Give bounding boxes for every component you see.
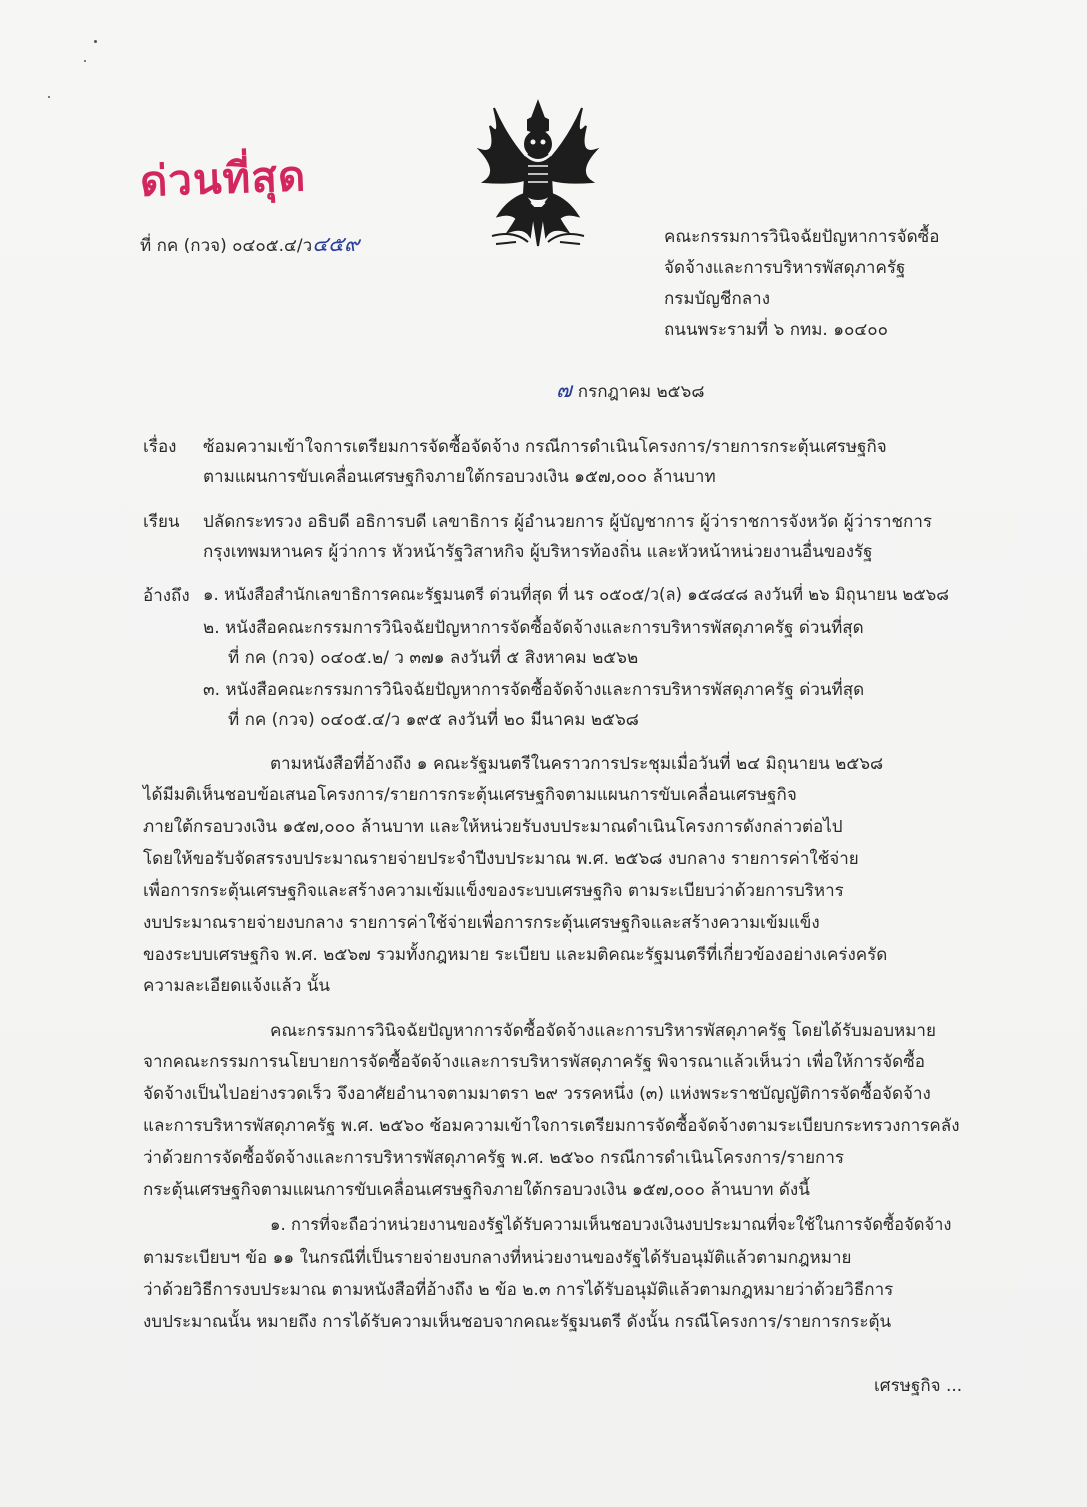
- document-number-prefix: ที่ กค (กวจ) ๐๔๐๕.๔/ว: [140, 236, 313, 256]
- paragraph3-line: ตามระเบียบฯ ข้อ ๑๑ ในกรณีที่เป็นรายจ่ายงบกลางที่หน่วยงานของรัฐได้รับอนุมัติแล้วตามกฎหมาย: [143, 1248, 852, 1268]
- reference-line: ที่ กค (กวจ) ๐๔๐๕.๔/ว ๑๙๕ ลงวันที่ ๒๐ มีนาคม ๒๕๖๘: [228, 710, 639, 730]
- paragraph1-line: งบประมาณรายจ่ายงบกลาง รายการค่าใช้จ่ายเพื่อการกระตุ้นเศรษฐกิจและสร้างความเข้มแข็ง: [143, 913, 820, 933]
- paragraph3-line: ๑. การที่จะถือว่าหน่วยงานของรัฐได้รับความเห็นชอบวงเงินงบประมาณที่จะใช้ในการจัดซื้อจัดจ้าง: [270, 1215, 952, 1234]
- scan-speck: [84, 60, 86, 62]
- paragraph2-line: คณะกรรมการวินิจฉัยปัญหาการจัดซื้อจัดจ้างและการบริหารพัสดุภาครัฐ โดยได้รับมอบหมาย: [270, 1021, 936, 1041]
- paragraph1-line: ภายใต้กรอบวงเงิน ๑๕๗,๐๐๐ ล้านบาท และให้หน่วยรับงบประมาณดำเนินโครงการดังกล่าวต่อไป: [143, 817, 843, 837]
- issuer-line: กรมบัญชีกลาง: [664, 289, 771, 309]
- document-number-handwritten: ๔๕๙: [312, 232, 360, 256]
- paragraph3-line: ว่าด้วยวิธีการงบประมาณ ตามหนังสือที่อ้างถึง ๒ ข้อ ๒.๓ การได้รับอนุมัติแล้วตามกฎหมายว่าด้วยวิธีการ: [143, 1280, 894, 1300]
- date-day-handwritten: ๗: [556, 378, 572, 402]
- paragraph1-line: ความละเอียดแจ้งแล้ว นั้น: [143, 976, 331, 996]
- continuation-marker: เศรษฐกิจ ...: [874, 1376, 963, 1396]
- urgency-stamp: ด่วนที่สุด: [139, 151, 307, 206]
- paragraph2-line: จัดจ้างเป็นไปอย่างรวดเร็ว จึงอาศัยอำนาจตามมาตรา ๒๙ วรรคหนึ่ง (๓) แห่งพระราชบัญญัติการจัดซื้อจัดจ้าง: [143, 1084, 931, 1104]
- paragraph1-line: เพื่อการกระตุ้นเศรษฐกิจและสร้างความเข้มแข็งของระบบเศรษฐกิจ ตามระเบียบว่าด้วยการบริหาร: [143, 881, 844, 901]
- document-number: [140, 228, 359, 261]
- issuer-address: [664, 222, 939, 346]
- references-label: อ้างถึง: [143, 586, 190, 606]
- document-date: [556, 374, 704, 407]
- issuer-line: คณะกรรมการวินิจฉัยปัญหาการจัดซื้อ: [664, 227, 940, 247]
- date-month-year: กรกฎาคม ๒๕๖๘: [577, 382, 705, 402]
- paragraph2-line: กระตุ้นเศรษฐกิจตามแผนการขับเคลื่อนเศรษฐกิจภายใต้กรอบวงเงิน ๑๕๗,๐๐๐ ล้านบาท ดังนี้: [143, 1180, 810, 1200]
- paragraph2-line: จากคณะกรรมการนโยบายการจัดซื้อจัดจ้างและการบริหารพัสดุภาครัฐ พิจารณาแล้วเห็นว่า เพื่อให้การจัดซื้อ: [143, 1052, 925, 1072]
- reference-line: ที่ กค (กวจ) ๐๔๐๕.๒/ ว ๓๗๑ ลงวันที่ ๕ สิงหาคม ๒๕๖๒: [228, 648, 639, 668]
- paragraph1-line: โดยให้ขอรับจัดสรรงบประมาณรายจ่ายประจำปีงบประมาณ พ.ศ. ๒๕๖๘ งบกลาง รายการค่าใช้จ่าย: [143, 849, 859, 869]
- subject-line: ตามแผนการขับเคลื่อนเศรษฐกิจภายใต้กรอบวงเงิน ๑๕๗,๐๐๐ ล้านบาท: [203, 467, 716, 487]
- scan-speck: [48, 96, 50, 98]
- paragraph2-line: และการบริหารพัสดุภาครัฐ พ.ศ. ๒๕๖๐ ซ้อมความเข้าใจการเตรียมการจัดซื้อจัดจ้างตามระเบียบกระทรวงการคลัง: [143, 1116, 960, 1136]
- paragraph1-line: ตามหนังสือที่อ้างถึง ๑ คณะรัฐมนตรีในคราวการประชุมเมื่อวันที่ ๒๔ มิถุนายน ๒๕๖๘: [270, 754, 884, 774]
- garuda-emblem-icon: [468, 96, 608, 256]
- issuer-line: จัดจ้างและการบริหารพัสดุภาครัฐ: [664, 258, 906, 278]
- paragraph1-line: ของระบบเศรษฐกิจ พ.ศ. ๒๕๖๗ รวมทั้งกฎหมาย ระเบียบ และมติคณะรัฐมนตรีที่เกี่ยวข้องอย่างเคร่งครัด: [143, 945, 888, 965]
- paragraph2-line: ว่าด้วยการจัดซื้อจัดจ้างและการบริหารพัสดุภาครัฐ พ.ศ. ๒๕๖๐ กรณีการดำเนินโครงการ/รายการ: [143, 1148, 845, 1168]
- scan-speck: [94, 40, 97, 43]
- reference-line: ๑. หนังสือสำนักเลขาธิการคณะรัฐมนตรี ด่วนที่สุด ที่ นร ๐๕๐๕/ว(ล) ๑๕๘๔๘ ลงวันที่ ๒๖ มิถุนายน ๒๕๖๘: [203, 585, 949, 604]
- recipient-line: ปลัดกระทรวง อธิบดี อธิการบดี เลขาธิการ ผู้อำนวยการ ผู้บัญชาการ ผู้ว่าราชการจังหวัด ผู้ว่าราชการ: [203, 512, 932, 532]
- reference-line: ๒. หนังสือคณะกรรมการวินิจฉัยปัญหาการจัดซื้อจัดจ้างและการบริหารพัสดุภาครัฐ ด่วนที่สุด: [203, 618, 864, 638]
- recipient-line: กรุงเทพมหานคร ผู้ว่าการ หัวหน้ารัฐวิสาหกิจ ผู้บริหารท้องถิ่น และหัวหน้าหน่วยงานอื่นของรัฐ: [203, 542, 873, 562]
- paragraph3-line: งบประมาณนั้น หมายถึง การได้รับความเห็นชอบจากคณะรัฐมนตรี ดังนั้น กรณีโครงการ/รายการกระตุ้น: [143, 1312, 892, 1332]
- subject-label: เรื่อง: [143, 437, 177, 457]
- paragraph1-line: ได้มีมติเห็นชอบข้อเสนอโครงการ/รายการกระตุ้นเศรษฐกิจตามแผนการขับเคลื่อนเศรษฐกิจ: [143, 785, 797, 805]
- issuer-line: ถนนพระรามที่ ๖ กทม. ๑๐๔๐๐: [664, 320, 888, 340]
- reference-line: ๓. หนังสือคณะกรรมการวินิจฉัยปัญหาการจัดซื้อจัดจ้างและการบริหารพัสดุภาครัฐ ด่วนที่สุด: [203, 680, 865, 700]
- subject-line: ซ้อมความเข้าใจการเตรียมการจัดซื้อจัดจ้าง กรณีการดำเนินโครงการ/รายการกระตุ้นเศรษฐกิจ: [203, 437, 887, 457]
- recipient-label: เรียน: [143, 512, 180, 532]
